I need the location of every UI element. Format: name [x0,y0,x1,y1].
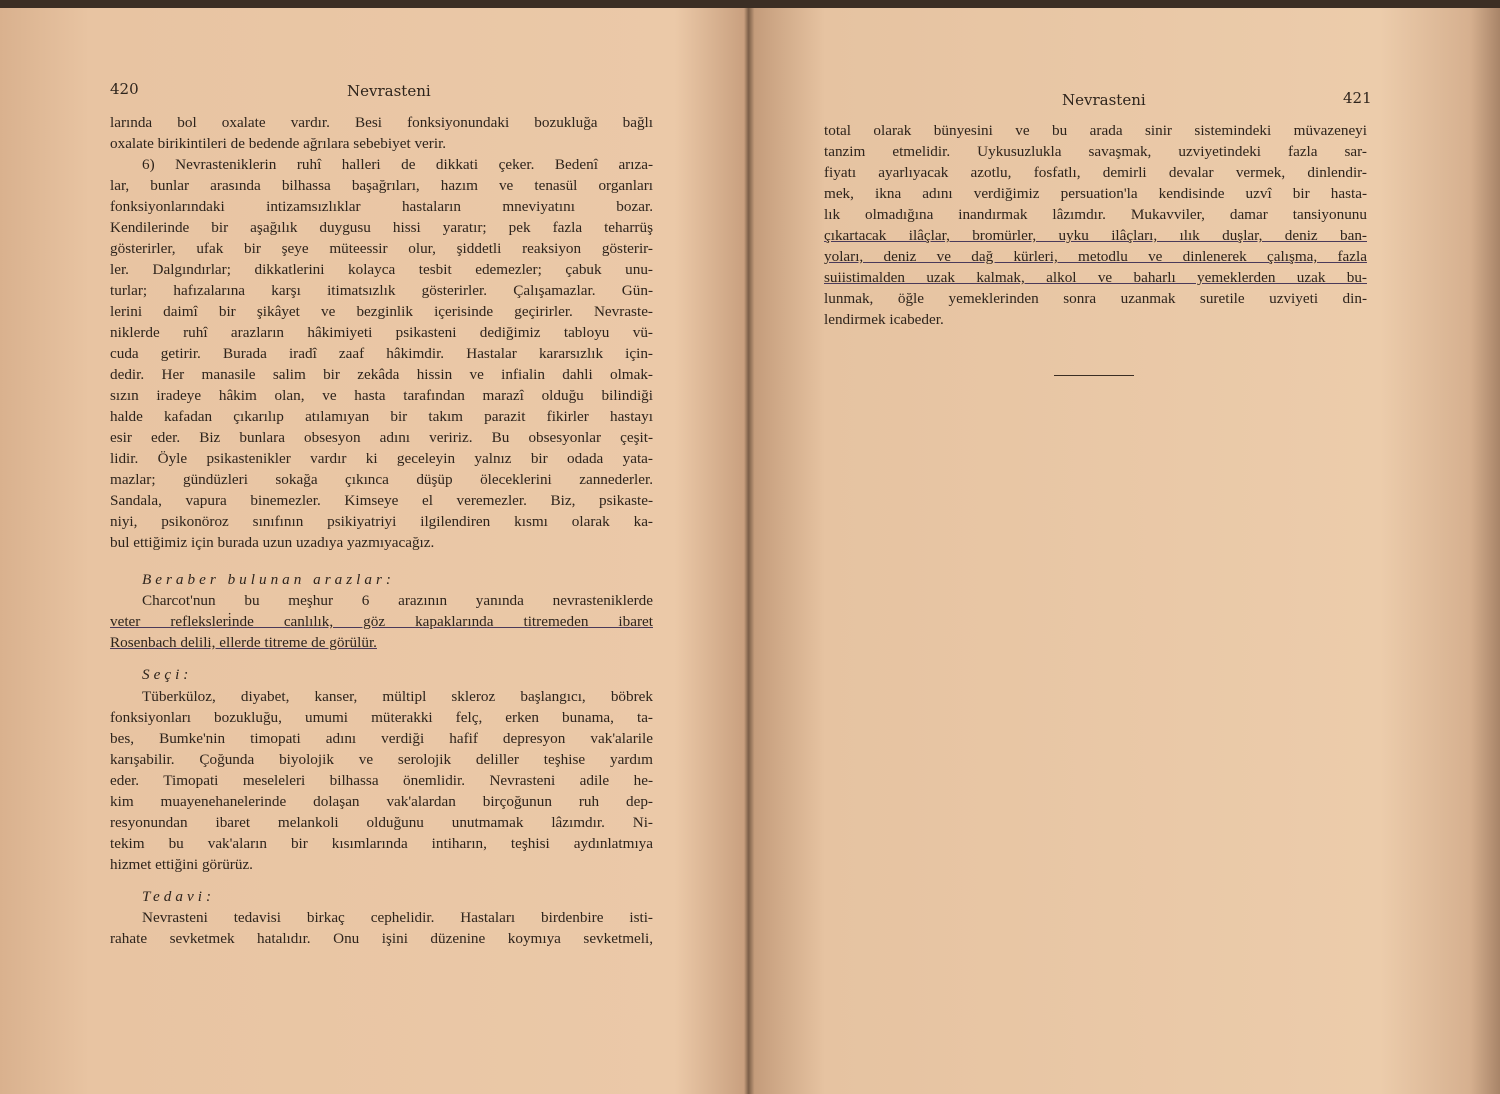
text-line: lidir. Öyle psikastenikler vardır ki geceleyin yalnız bir odada yata- [110,450,653,467]
text-line: halde kafadan çıkarılıp atılamıyan bir takım parazit fikirler hastayı [110,408,653,425]
right-page [752,0,1500,1094]
underlined-line: yoları, deniz ve dağ kürleri, metodlu ve dinlenerek çalışma, fazla [824,248,1367,265]
text-line: rahate sevketmek hatalıdır. Onu işini düzenine koymıya sevketmeli, [110,930,653,947]
text-line: larında bol oxalate vardır. Besi fonksiyonundaki bozukluğa bağlı [110,114,653,131]
text-line: oxalate birikintileri de bedende ağrılara sebebiyet verir. [110,135,447,152]
text-line: gösterirler, ufak bir şeye müteessir olur, şiddetli reaksiyon gösterir- [110,240,653,257]
text-line: lar, bunlar arasında bilhassa başağrıları, hazım ve tenasül organları [110,177,653,194]
text-line: kim muayenehanelerinde dolaşan vak'alardan birçoğunun ruh dep- [110,793,653,810]
text-line: Sandala, vapura binemezler. Kimseye el veremezler. Biz, psikaste- [110,492,653,509]
page-number: 421 [1343,89,1372,107]
text-line: lendirmek icabeder. [824,311,944,328]
text-line: Nevrasteni tedavisi birkaç cephelidir. Hastaları birdenbire isti- [142,909,653,926]
text-line: lık olmadığına inandırmak lâzımdır. Mukavviler, damar tansiyonunu [824,206,1367,223]
text-line: bul ettiğimiz için burada uzun uzadıya yazmıyacağız. [110,534,435,551]
running-head: Nevrasteni [1062,91,1146,109]
text-line: sızın iradeye hâkim olan, ve hasta tarafından marazî olduğu bilindiği [110,387,653,404]
underlined-line: veter refleksleri̇nde canlılık, göz kapaklarında titremeden ibaret [110,613,653,630]
text-line: lerini daimî bir şikâyet ve bezginlik içerisinde geçirirler. Nevraste- [110,303,653,320]
text-line: lunmak, öğle yemeklerinden sonra uzanmak suretile uzviyeti din- [824,290,1367,307]
section-heading-tedavi: Tedavi: [142,888,215,905]
text-line: fonksiyonlarındaki intizamsızlıklar hastaların mneviyatını bozar. [110,198,653,215]
text-line: mek, ikna adını verdiğimiz persuation'la kendisinde uzvî bir hasta- [824,185,1367,202]
text-line: esir eder. Biz bunlara obsesyon adını veririz. Bu obsesyonlar çeşit- [110,429,653,446]
text-line: fonksiyonları bozukluğu, umumi müterakki felç, erken bunama, ta- [110,709,653,726]
text-line: fiyatı ayarlıyacak azotlu, fosfatlı, demirli devalar vermek, dinlendir- [824,164,1367,181]
text-line: niklerde ruhî arazların hâkimiyeti psikasteni dediğimiz tabloyu vü- [110,324,653,341]
page-number: 420 [110,80,139,98]
text-line: karışabilir. Çoğunda biyolojik ve serolojik deliller teşhise yardım [110,751,653,768]
text-line: mazlar; gündüzleri sokağa çıkınca düşüp öleceklerini zannederler. [110,471,653,488]
text-line: Kendilerinde bir aşağılık duygusu hissi yaratır; pek fazla teharrüş [110,219,653,236]
text-line: resyonundan ibaret melankoli olduğunu unutmamak lâzımdır. Ni- [110,814,653,831]
text-line: turlar; hafızalarına karşı itimatsızlık gösterirler. Çalışamazlar. Gün- [110,282,653,299]
underlined-line: çıkartacak ilâçlar, bromürler, uyku ilâçları, ılık duşlar, deniz ban- [824,227,1367,244]
underlined-line: Rosenbach delili, ellerde titreme de görülür. [110,634,377,651]
text-line: 6) Nevrasteniklerin ruhî halleri de dikkati çeker. Bedenî arıza- [142,156,653,173]
underlined-line: suiistimalden uzak kalmak, alkol ve baharlı yemeklerden uzak bu- [824,269,1367,286]
text-line: ler. Dalgındırlar; dikkatlerini kolayca tesbit edemezler; çabuk unu- [110,261,653,278]
section-heading-seci: Seçi: [142,666,193,683]
text-line: bes, Bumke'nin timopati adını verdiği hafif depresyon vak'alarile [110,730,653,747]
text-line: Tüberküloz, diyabet, kanser, mültipl skleroz başlangıcı, böbrek [142,688,653,705]
running-head: Nevrasteni [347,82,431,100]
text-line: Charcot'nun bu meşhur 6 arazının yanında nevrasteniklerde [142,592,653,609]
text-line: total olarak bünyesini ve bu arada sinir sistemindeki müvazeneyi [824,122,1367,139]
text-line: tanzim etmelidir. Uykusuzlukla savaşmak, uzviyetindeki fazla sar- [824,143,1367,160]
text-line: cuda getirir. Burada iradî zaaf hâkimdir. Hastalar kararsızlık için- [110,345,653,362]
left-page [0,0,748,1094]
text-line: eder. Timopati meseleleri bilhassa önemlidir. Nevrasteni adile he- [110,772,653,789]
text-line: hizmet ettiğini görürüz. [110,856,253,873]
section-heading-beraber: Beraber bulunan arazlar: [142,571,395,588]
text-line: dedir. Her manasile salim bir zekâda hissin ve infialin dahli olmak- [110,366,653,383]
text-line: tekim bu vak'aların bir kısımlarında intiharın, teşhisi aydınlatmıya [110,835,653,852]
text-line: niyi, psikonöroz sınıfının psikiyatriyi ilgilendiren kısmı olarak ka- [110,513,653,530]
section-end-rule [1054,375,1134,376]
